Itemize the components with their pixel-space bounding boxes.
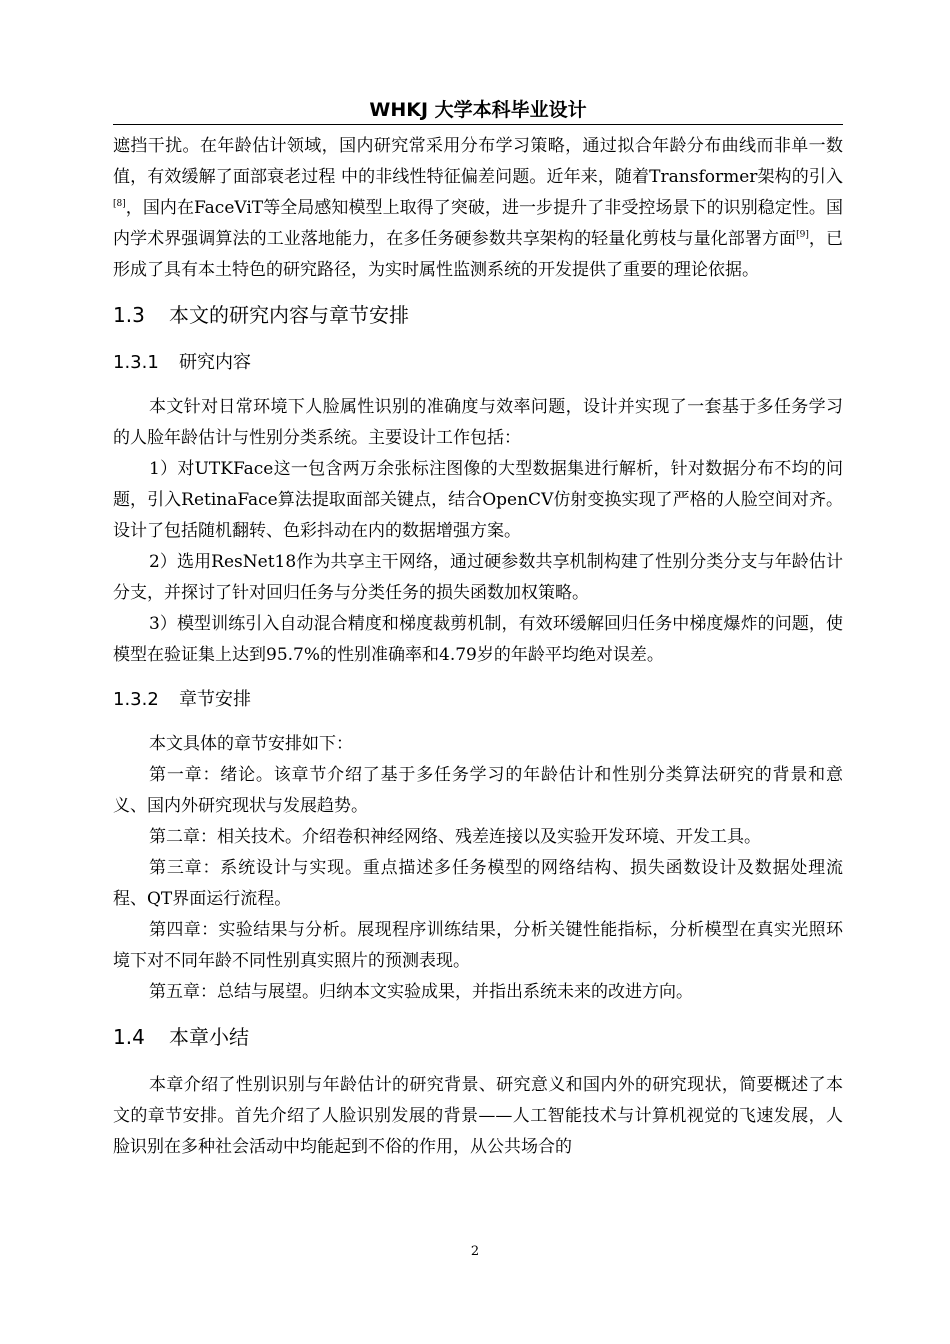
paragraph-chapter-intro: 本文具体的章节安排如下： [149, 734, 353, 754]
paragraph-chapter-1: 第一章：绪论。该章节介绍了基于多任务学习的年龄估计和性别分类算法研究的背景和意义、国内外研究现状与发展趋势。 [113, 765, 843, 816]
page-number: 2 [470, 1244, 480, 1259]
heading-1-3-1 [113, 348, 843, 378]
paragraph-work-item-2: 2）选用ResNet18作为共享主干网络，通过硬参数共享机制构建了性别分类分支与年龄估计分支，并探讨了针对回归任务与分类任务的损失函数加权策略。 [113, 552, 843, 603]
page-header [113, 96, 843, 124]
heading-text: 本章小结 [169, 1025, 249, 1049]
paragraph-chapter-summary: 本章介绍了性别识别与年龄估计的研究背景、研究意义和国内外的研究现状，简要概述了本文的章节安排。首先介绍了人脸识别发展的背景——人工智能技术与计算机视觉的飞速发展，人脸识别在多种社会活动中均能起到不俗的作用，从公共场合的 [113, 1075, 843, 1157]
paragraph-domestic-research [113, 131, 843, 286]
paragraph-work-item-3: 3）模型训练引入自动混合精度和梯度裁剪机制，有效环缓解回归任务中梯度爆炸的问题，使模型在验证集上达到95.7%的性别准确率和4.79岁的年龄平均绝对误差。 [113, 614, 843, 665]
heading-number: 1.3.2 [113, 689, 159, 710]
paragraph-research-intro: 本文针对日常环境下人脸属性识别的准确度与效率问题，设计并实现了一套基于多任务学习的人脸年龄估计与性别分类系统。主要设计工作包括： [113, 397, 843, 448]
paragraph-chapter-4: 第四章：实验结果与分析。展现程序训练结果，分析关键性能指标，分析模型在真实光照环境下对不同年龄不同性别真实照片的预测表现。 [113, 920, 843, 971]
citation-8: [8] [113, 199, 126, 209]
heading-1-3-2 [113, 685, 843, 715]
paragraph-chapter-2: 第二章：相关技术。介绍卷积神经网络、残差连接以及实验开发环境、开发工具。 [149, 827, 761, 847]
heading-number: 1.3 [113, 303, 145, 327]
paragraph-chapter-3: 第三章：系统设计与实现。重点描述多任务模型的网络结构、损失函数设计及数据处理流程、QT界面运行流程。 [113, 858, 843, 909]
heading-number: 1.3.1 [113, 352, 159, 373]
text-run: 遮挡干扰。在年龄估计领域，国内研究常采用分布学习策略，通过拟合年龄分布曲线而非单一数值，有效缓解了面部衰老过程 中的非线性特征偏差问题。近年来，随着Transformer架构的引入 [113, 136, 843, 187]
heading-text: 研究内容 [179, 352, 251, 373]
header-divider [113, 124, 843, 125]
citation-9: [9] [796, 230, 809, 240]
heading-text: 本文的研究内容与章节安排 [169, 303, 409, 327]
text-run: ，已形成了具有本土特色的研究路径，为实时属性监测系统的开发提供了重要的理论依据。 [113, 229, 843, 280]
heading-number: 1.4 [113, 1025, 145, 1049]
heading-text: 章节安排 [179, 689, 251, 710]
heading-1-3 [113, 300, 843, 330]
header-title: WHKJ 大学本科毕业设计 [369, 99, 587, 121]
heading-1-4 [113, 1022, 843, 1052]
paragraph-chapter-5: 第五章：总结与展望。归纳本文实验成果，并指出系统未来的改进方向。 [149, 982, 693, 1002]
paragraph-work-item-1: 1）对UTKFace这一包含两万余张标注图像的大型数据集进行解析，针对数据分布不均的问题，引入RetinaFace算法提取面部关键点，结合OpenCV仿射变换实现了严格的人脸空间对齐。设计了包括随机翻转、色彩抖动在内的数据增强方案。 [113, 459, 843, 541]
text-run: ，国内在FaceViT等全局感知模型上取得了突破，进一步提升了非受控场景下的识别稳定性。国内学术界强调算法的工业落地能力，在多任务硬参数共享架构的轻量化剪枝与量化部署方面 [113, 198, 843, 249]
page-content [113, 131, 843, 1163]
